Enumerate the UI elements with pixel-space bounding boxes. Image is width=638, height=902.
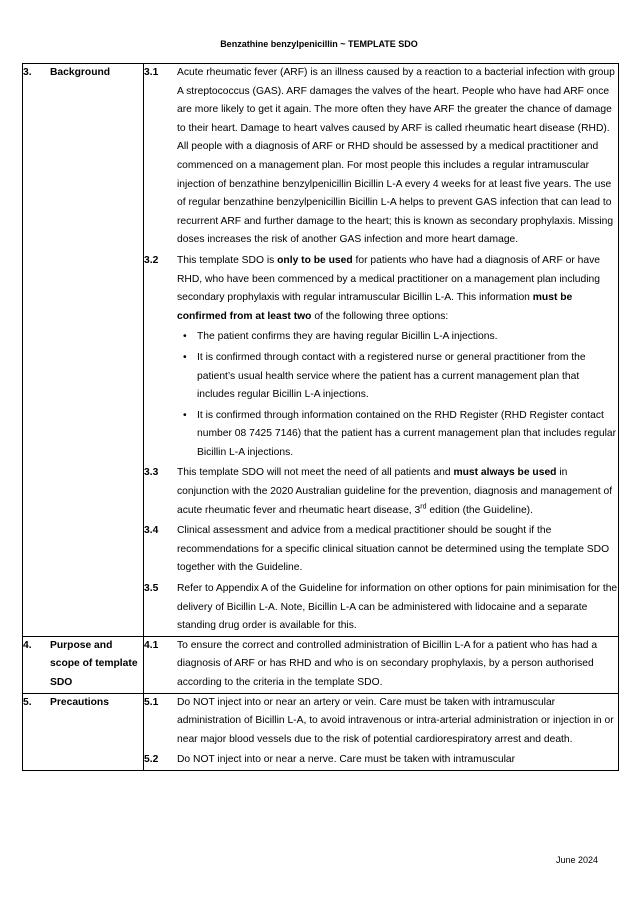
clause-text: edition (the Guideline).	[426, 504, 533, 516]
clause-text: This template SDO will not meet the need of all patients and	[177, 467, 454, 479]
clause-text: Do NOT inject into or near a nerve. Care must be taken with intramuscular	[177, 754, 516, 766]
list-item-text: It is confirmed through information contained on the RHD Register (RHD Register contact number 08 7425 7146) that the patient has a current management plan that includes regular Bicillin L-A injections.	[197, 409, 617, 458]
clause-3-1	[144, 64, 618, 250]
section-title: Background	[50, 67, 111, 78]
clause-3-2	[144, 252, 618, 463]
bullet-icon: •	[183, 409, 187, 421]
bullet-icon: •	[183, 351, 187, 363]
list-item	[177, 407, 618, 463]
clause-5-2	[144, 751, 618, 770]
list-item	[177, 328, 618, 347]
ordinal-suffix: rd	[420, 503, 427, 511]
section-row-background	[23, 64, 619, 637]
clause-4-1	[144, 637, 618, 693]
clause-number: 3.1	[144, 67, 159, 78]
section-row-purpose	[23, 636, 619, 693]
list-item	[177, 349, 618, 405]
section-heading-cell	[23, 64, 144, 637]
clause-3-5	[144, 580, 618, 636]
clause-text: Refer to Appendix A of the Guideline for information on other options for pain minimisation for the delivery of Bicillin L-A. Note, Bicillin L-A can be administered with lidocaine and a separate standing drug order is available for this.	[177, 583, 618, 632]
clause-text: Do NOT inject into or near an artery or vein. Care must be taken with intramuscular administration of Bicillin L-A, to avoid intravenous or intra-arterial administration or injection in or near major blood vessels due to the risk of potential cardiorespiratory arrest and death.	[177, 696, 614, 745]
section-heading-cell	[23, 693, 144, 770]
clause-number: 3.3	[144, 467, 159, 479]
clause-text: for patients who have had a diagnosis of ARF or have RHD, who have been commenced by a medical practitioner on a management plan including secondary prophylaxis with regular intramuscular Bicillin L-A. This information	[177, 254, 600, 304]
clause-number: 3.5	[144, 583, 159, 595]
section-body-cell	[144, 64, 619, 637]
list-item-text: The patient confirms they are having regular Bicillin L-A injections.	[197, 331, 498, 343]
section-title: Purpose and scope of template SDO	[50, 639, 138, 688]
clause-number: 5.2	[144, 754, 159, 766]
clause-text: This template SDO is	[177, 254, 278, 266]
clause-text: Acute rheumatic fever (ARF) is an illness caused by a reaction to a bacterial infection with group A streptococcus (GAS). ARF damages the valves of the heart. People who have had ARF once are more likely to get it again. The more often they have ARF the greater the chance of damage to their heart. Damage to heart valves caused by ARF is called rheumatic heart disease (RHD). All people with a diagnosis of ARF or RHD should be assessed by a medical practitioner and commenced on a management plan. For most people this includes a regular intramuscular injection of benzathine benzylpenicillin Bicillin L-A every 4 weeks for at least five years. The use of regular benzathine benzylpenicillin Bicillin L-A helps to prevent GAS infection that can lead to recurrent ARF and further damage to the heart; this is known as secondary prophylaxis. Missing doses increases the risk of another GAS infection and more heart damage.	[177, 67, 615, 246]
clause-text: in conjunction with the 2020 Australian guideline for the prevention, diagnosis and management of acute rheumatic fever and rheumatic heart disease, 3	[177, 467, 613, 516]
clause-5-1	[144, 694, 618, 750]
section-number: 4.	[23, 639, 32, 651]
clause-3-4	[144, 522, 618, 578]
clause-number: 3.2	[144, 254, 159, 266]
list-item-text: It is confirmed through contact with a registered nurse or general practitioner from the patient’s usual health service where the patient has a current management plan that includes regular Bicillin L-A injections.	[197, 351, 586, 401]
section-body-cell	[144, 636, 619, 693]
section-number: 3.	[23, 67, 32, 78]
clause-3-3	[144, 464, 618, 520]
clause-number: 5.1	[144, 696, 159, 708]
clause-text: To ensure the correct and controlled administration of Bicillin L-A for a patient who has had a diagnosis of ARF or has RHD and who is on secondary prophylaxis, by a person authorised according to the criteria in the template SDO.	[177, 639, 598, 688]
clause-text: of the following three options:	[311, 310, 449, 322]
page-footer-date: June 2024	[555, 855, 598, 865]
bullet-icon: •	[183, 331, 187, 343]
clause-emphasis: must be confirmed from at least two	[177, 292, 573, 322]
sdo-table	[22, 63, 619, 771]
section-number: 5.	[23, 696, 32, 708]
clause-emphasis: must always be used	[453, 467, 557, 479]
section-body-cell	[144, 693, 619, 770]
clause-number: 4.1	[144, 639, 159, 651]
section-heading-cell	[23, 636, 144, 693]
clause-text: Clinical assessment and advice from a medical practitioner should be sought if the recommendations for a specific clinical situation cannot be determined using the template SDO together with the Guideline.	[177, 525, 610, 574]
clause-emphasis: only to be used	[277, 254, 353, 266]
page-header: Benzathine benzylpenicillin ~ TEMPLATE SDO	[220, 39, 418, 49]
section-row-precautions	[23, 693, 619, 770]
section-title: Precautions	[50, 696, 109, 708]
confirmation-options-list	[177, 328, 618, 462]
clause-number: 3.4	[144, 525, 159, 537]
